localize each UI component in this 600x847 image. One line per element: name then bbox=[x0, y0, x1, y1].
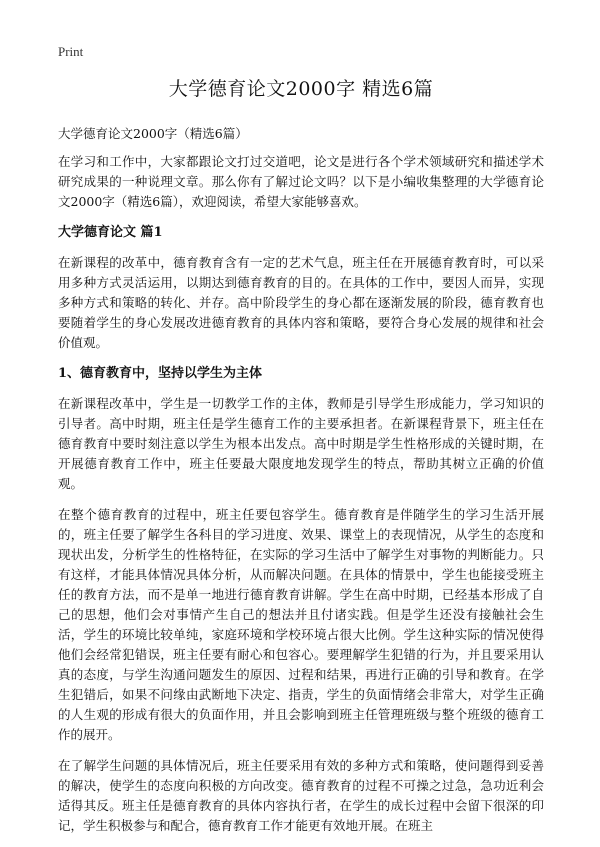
section-1-paragraph: 在新课程的改革中，德育教育含有一定的艺术气息，班主任在开展德育教育时，可以采用多种方式灵活运用，以期达到德育教育的目的。在具体的工作中，要因人而异，实现多种方式和策略的转化、并存。高中阶段学生的身心都在逐渐发展的阶段，德育教育也要随着学生的身心发展改进德育教育的具体内容和策略，要符合身心发展的规律和社会价值观。 bbox=[58, 255, 544, 350]
print-link[interactable]: Print bbox=[58, 44, 84, 59]
section-heading-1: 大学德育论文 篇1 bbox=[58, 225, 163, 240]
document-subtitle: 大学德育论文2000字（精选6篇） bbox=[58, 126, 248, 141]
point-1-paragraph-3: 在了解学生问题的具体情况后，班主任要采用有效的多种方式和策略，使问题得到妥善的解决，使学生的态度向积极的方向改变。德育教育的过程不可操之过急，急功近利会适得其反。班主任是德育教育的具体内容执行者，在学生的成长过程中会留下很深的印记，学生积极参与和配合，德育教育工作才能更有效地开展。在班主 bbox=[58, 758, 544, 833]
document-body bbox=[58, 76, 544, 847]
point-1-paragraph-1: 在新课程改革中，学生是一切教学工作的主体，教师是引导学生形成能力，学习知识的引导者。高中时期，班主任是学生德育工作的主要承担者。在新课程背景下，班主任在德育教育中要时刻注意以学生为根本出发点。高中时期是学生性格形成的关键时期，在开展德育教育工作中，班主任要最大限度地发现学生的特点，帮助其树立正确的价值观。 bbox=[58, 396, 544, 491]
page-title: 大学德育论文2000字 精选6篇 bbox=[168, 78, 434, 100]
intro-paragraph: 在学习和工作中，大家都跟论文打过交道吧，论文是进行各个学术领域研究和描述学术研究成果的一种说理文章。那么你有了解过论文吗？以下是小编收集整理的大学德育论文2000字（精选6篇），欢迎阅读，希望大家能够喜欢。 bbox=[58, 154, 544, 209]
point-1-paragraph-2: 在整个德育教育的过程中，班主任要包容学生。德育教育是伴随学生的学习生活开展的，班主任要了解学生各科目的学习进度、效果、课堂上的表现情况，从学生的态度和现状出发，分析学生的性格特征，在实际的学习生活中了解学生对事物的判断能力。只有这样，才能具体情况具体分析，从而解决问题。在具体的情景中，学生也能接受班主任的教育方法，而不是单一地进行德育教育讲解。学生在高中时期，已经基本形成了自己的思想，他们会对事情产生自己的想法并且付诸实践。但是学生还没有接触社会生活，学生的环境比较单纯，家庭环境和学校环境占很大比例。学生这种实际的情况使得他们会经常犯错误，班主任要有耐心和包容心。要理解学生犯错的行为，并且要采用认真的态度，与学生沟通问题发生的原因、过程和结果，再进行正确的引导和教育。在学生犯错后，如果不问缘由武断地下决定、指责，学生的负面情绪会非常大，对学生正确的人生观的形成有很大的负面作用，并且会影响到班主任管理班级与整个班级的德育工作的展开。 bbox=[58, 507, 544, 742]
point-heading-1: 1、德育教育中，坚持以学生为主体 bbox=[58, 366, 263, 381]
